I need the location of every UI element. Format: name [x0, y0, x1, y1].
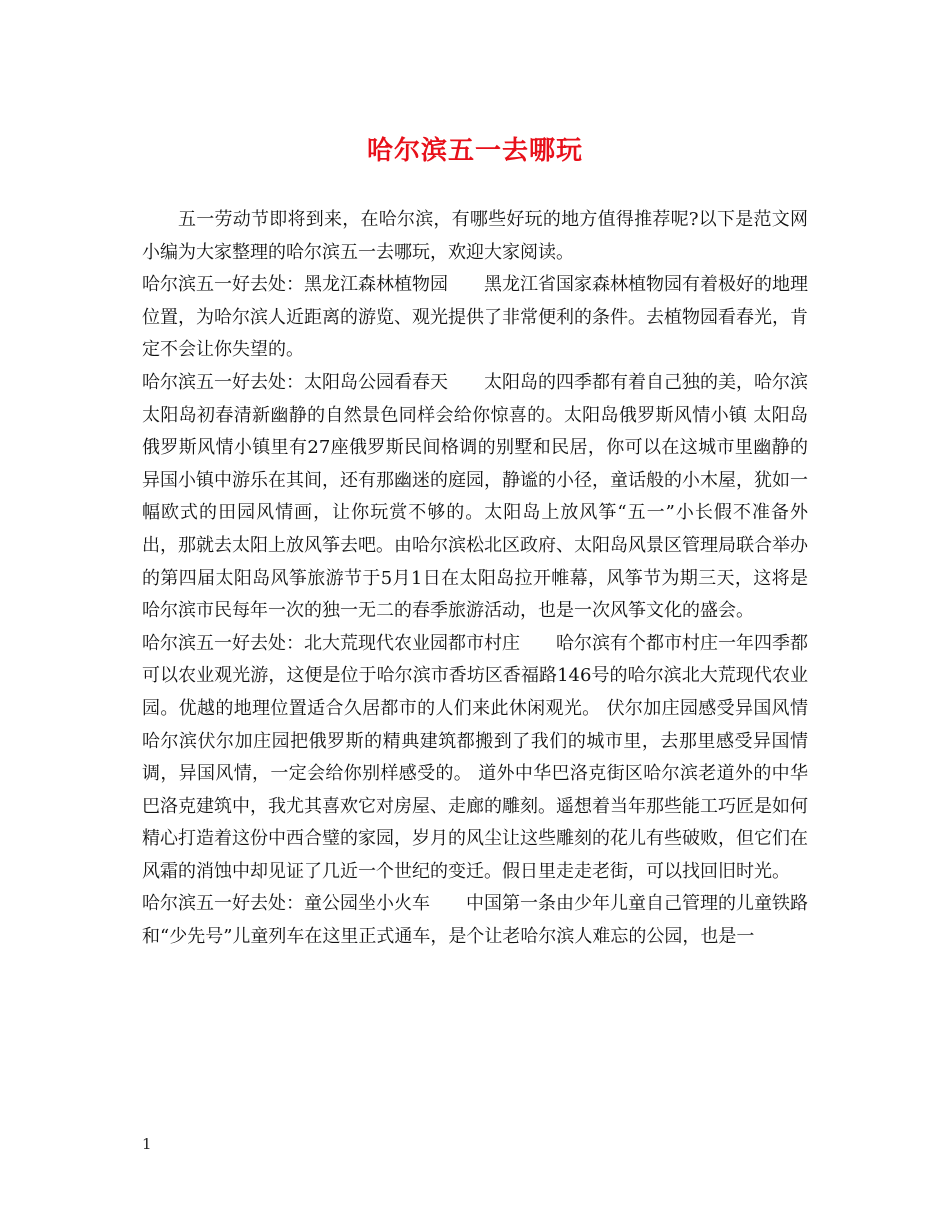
- section-text: 太阳岛的四季都有着自己独的美，哈尔滨太阳岛初春清新幽静的自然景色同样会给你惊喜的。太阳岛俄罗斯风情小镇 太阳岛俄罗斯风情小镇里有27座俄罗斯民间格调的别墅和民居，你可以在这城市里幽静的异国小镇中游乐在其间，还有那幽迷的庭园，静谧的小径，童话般的小木屋，犹如一幅欧式的田园风情画，让你玩赏不够的。太阳岛上放风筝“五一”小长假不准备外出，那就去太阳上放风筝去吧。由哈尔滨松北区政府、太阳岛风景区管理局联合举办的第四届太阳岛风筝旅游节于5月1日在太阳岛拉开帷幕，风筝节为期三天，这将是哈尔滨市民每年一次的独一无二的春季旅游活动，也是一次风筝文化的盛会。: [142, 371, 808, 622]
- section-text: 哈尔滨有个都市村庄一年四季都可以农业观光游，这便是位于哈尔滨市香坊区香福路146号的哈尔滨北大荒现代农业园。优越的地理位置适合久居都市的人们来此休闲观光。 伏尔加庄园感受异国风情 哈尔滨伏尔加庄园把俄罗斯的精典建筑都搬到了我们的城市里，去那里感受异国情调，异国风情，一定会给你别样感受的。 道外中华巴洛克街区哈尔滨老道外的中华巴洛克建筑中，我尤其喜欢它对房屋、走廊的雕刻。遥想着当年那些能工巧匠是如何精心打造着这份中西合璧的家园，岁月的风尘让这些雕刻的花儿有些破败，但它们在风霜的消蚀中却见证了几近一个世纪的变迁。假日里走走老街，可以找回旧时光。: [142, 632, 808, 882]
- section-heading: 哈尔滨五一好去处：黑龙江森林植物园: [142, 274, 448, 296]
- section-heading: 哈尔滨五一好去处：北大荒现代农业园都市村庄: [142, 632, 520, 654]
- document-body: [142, 204, 808, 954]
- intro-paragraph: 五一劳动节即将到来，在哈尔滨，有哪些好玩的地方值得推荐呢?以下是范文网小编为大家整理的哈尔滨五一去哪玩，欢迎大家阅读。: [142, 209, 808, 263]
- section-paragraph-agri-park: [142, 628, 808, 889]
- page-number: 1: [142, 1135, 152, 1153]
- section-heading: 哈尔滨五一好去处：太阳岛公园看春天: [142, 371, 448, 393]
- section-text: 黑龙江省国家森林植物园有着极好的地理位置，为哈尔滨人近距离的游览、观光提供了非常便利的条件。去植物园看春光，肯定不会让你失望的。: [142, 274, 808, 361]
- section-paragraph-children-park: [142, 888, 808, 953]
- section-paragraph-sun-island: [142, 367, 808, 628]
- document-title: 哈尔滨五一去哪玩: [366, 136, 583, 166]
- section-text: 中国第一条由少年儿童自己管理的儿童铁路和“少先号”儿童列车在这里正式通车，是个让老哈尔滨人难忘的公园，也是一: [142, 893, 808, 948]
- section-paragraph-forest-garden: [142, 269, 808, 367]
- section-heading: 哈尔滨五一好去处：童公园坐小火车: [142, 893, 430, 915]
